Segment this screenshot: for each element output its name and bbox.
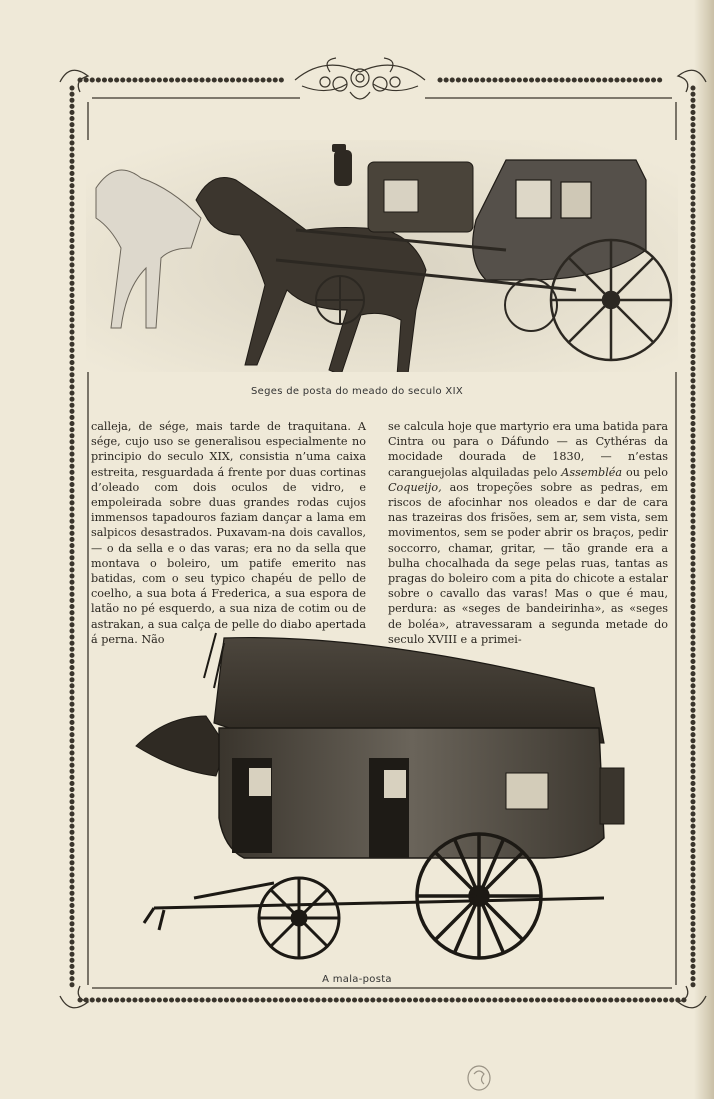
emphasis-coqueijo: Coqueijo,	[388, 480, 442, 494]
paragraph-left: calleja, de sége, mais tarde de traquitana. A sége, cujo uso se generalisou especialmente no principio do seculo XIX, consistia n’uma caixa estreita, resguardada á frente por duas cortinas d’oleado com dois oculos de vidro, e empoleirada sobre duas grandes rodas cujos immensos tapadouros faziam dançar a lama em salpicos desastrados. Puxavam-na dois cavallos, — o da sella e o das varas; era no da sella que montava o boleiro, um patife emerito nas batidas, com o seu typico chapéu de pello de coelho, a sua bota á Frederica, a sua espora de latão no pé esquerdo, a sua niza de cotim ou de astrakan, a sua calça de pelle do diabo apertada á perna. Não	[91, 420, 366, 646]
text-column-right	[388, 419, 668, 647]
caption-top: Seges de posta do meado do seculo XIX	[251, 386, 463, 397]
text-run: aos tropeções sobre as pedras, em riscos de afocinhar nos oleados e dar de cara nas trazeiras dos frisões, sem ar, sem vista, sem movimentos, sem se poder abrir os braços, pedir soccorro, chamar, gritar, — tão grande era a bulha chocalhada da sege pelas ruas, tantas as pragas do boleiro com a pita do chicote a estalar sobre o cavallo das varas! Mas o que é mau, perdura: as «seges de bandeirinha», as «seges de boléa», atravessaram a segunda metade do seculo XVIII e a primei-	[388, 480, 668, 646]
caption-bottom: A mala-posta	[322, 974, 392, 985]
text-run: ou pelo	[622, 465, 668, 479]
carriages-illustration	[86, 140, 678, 372]
mala-posta-illustration	[134, 628, 634, 968]
rose-garland-icon	[290, 52, 430, 112]
text-column-left	[91, 419, 366, 647]
text-run: se calcula hoje que martyrio era uma batida para Cintra ou para o Dáfundo — as Cythéras da mocidade dourada de 1830, — n’estas caranguejolas alquiladas pelo	[388, 420, 668, 479]
emphasis-assemblea: Assembléa	[561, 465, 623, 479]
library-stamp-icon	[466, 1064, 492, 1092]
paragraph-right	[388, 419, 668, 647]
